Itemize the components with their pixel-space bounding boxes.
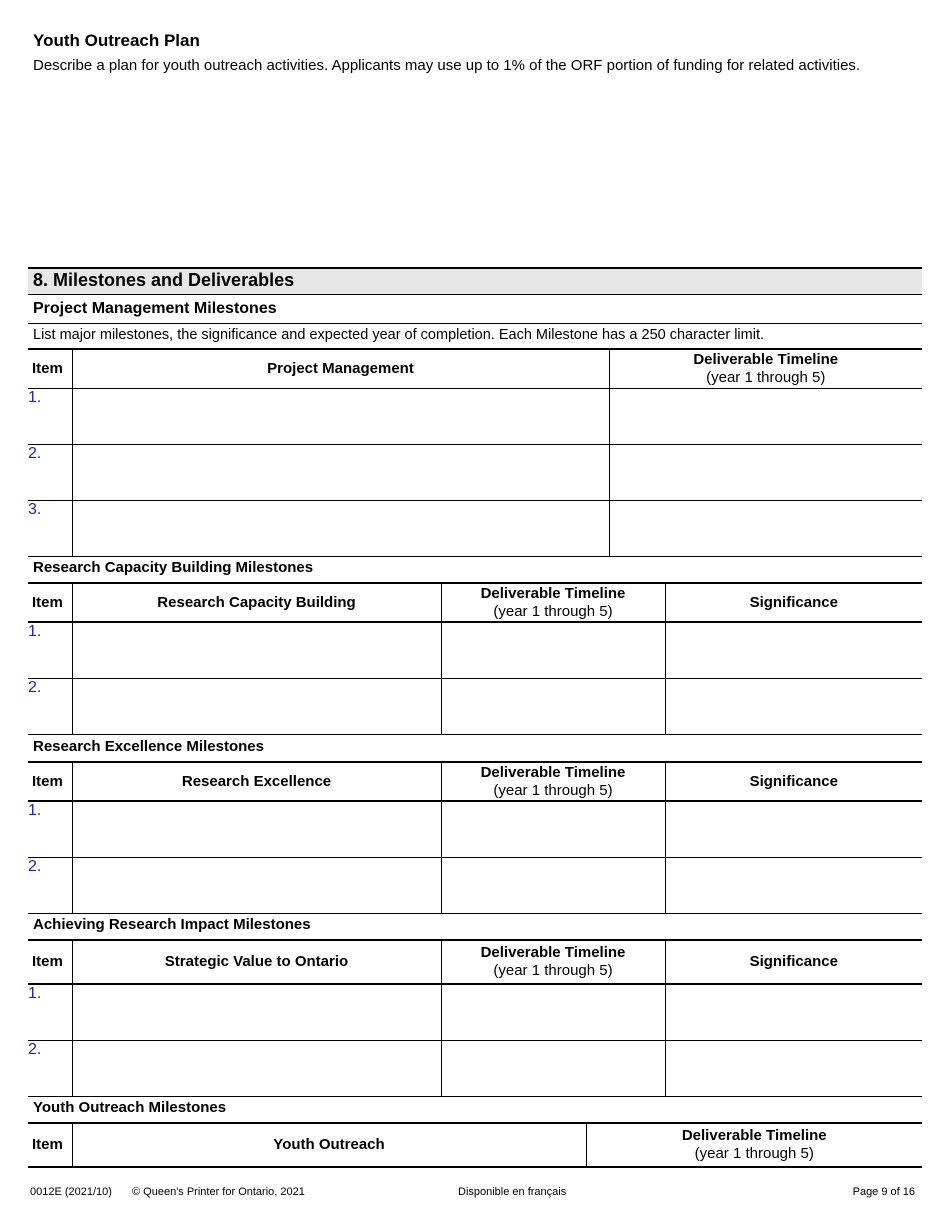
table-row: [28, 984, 922, 1040]
item-number: 1.: [28, 984, 72, 1040]
project-management-table: [28, 348, 922, 557]
section-title: 8. Milestones and Deliverables: [33, 270, 295, 290]
significance-field[interactable]: [665, 622, 922, 678]
youth-outreach-plan-heading: Youth Outreach Plan: [33, 31, 200, 50]
youth-outreach-column-header: Youth Outreach: [72, 1123, 586, 1167]
deliverable-timeline-field[interactable]: [441, 678, 665, 734]
copyright: © Queen's Printer for Ontario, 2021: [132, 1186, 305, 1198]
item-number: 1.: [28, 388, 72, 444]
strategic-value-field[interactable]: [72, 984, 441, 1040]
milestones-instructions: List major milestones, the significance and expected year of completion. Each Milestone has a 250 character limit.: [33, 327, 765, 343]
significance-field[interactable]: [665, 984, 922, 1040]
deliverable-timeline-field[interactable]: [441, 1040, 665, 1096]
table-row: [28, 388, 922, 444]
item-column-header: Item: [28, 349, 72, 388]
deliverable-timeline-field[interactable]: [609, 388, 922, 444]
deliverable-timeline-column-header: Deliverable Timeline (year 1 through 5): [586, 1123, 922, 1167]
table-row: [28, 857, 922, 913]
research-impact-milestones-heading: Achieving Research Impact Milestones: [33, 916, 311, 933]
research-excellence-milestones-heading: Research Excellence Milestones: [33, 738, 264, 755]
deliverable-timeline-field[interactable]: [609, 444, 922, 500]
strategic-value-column-header: Strategic Value to Ontario: [72, 940, 441, 984]
table-row: [28, 500, 922, 556]
significance-field[interactable]: [665, 801, 922, 857]
project-management-milestones-heading: Project Management Milestones: [33, 300, 277, 317]
item-number: 2.: [28, 444, 72, 500]
table-row: [28, 1040, 922, 1096]
significance-field[interactable]: [665, 1040, 922, 1096]
youth-outreach-plan-description: Describe a plan for youth outreach activities. Applicants may use up to 1% of the ORF portion of funding for related activities.: [33, 57, 861, 74]
divider: [28, 323, 922, 324]
table-row: [28, 678, 922, 734]
research-excellence-field[interactable]: [72, 801, 441, 857]
item-column-header: Item: [28, 940, 72, 984]
item-number: 2.: [28, 1040, 72, 1096]
item-number: 3.: [28, 500, 72, 556]
project-management-field[interactable]: [72, 388, 609, 444]
form-code: 0012E (2021/10): [30, 1186, 112, 1198]
item-number: 1.: [28, 622, 72, 678]
research-capacity-milestones-heading: Research Capacity Building Milestones: [33, 559, 314, 576]
significance-column-header: Significance: [665, 583, 922, 622]
table-row: [28, 801, 922, 857]
project-management-field[interactable]: [72, 500, 609, 556]
deliverable-timeline-field[interactable]: [609, 500, 922, 556]
significance-column-header: Significance: [665, 940, 922, 984]
french-availability-link: Disponible en français: [458, 1186, 567, 1198]
deliverable-timeline-field[interactable]: [441, 622, 665, 678]
deliverable-timeline-field[interactable]: [441, 801, 665, 857]
research-capacity-field[interactable]: [72, 622, 441, 678]
page-number: Page 9 of 16: [852, 1186, 915, 1198]
youth-outreach-milestones-heading: Youth Outreach Milestones: [33, 1099, 227, 1116]
significance-field[interactable]: [665, 857, 922, 913]
youth-outreach-table: [28, 1122, 922, 1168]
research-capacity-column-header: Research Capacity Building: [72, 583, 441, 622]
deliverable-timeline-column-header: Deliverable Timeline (year 1 through 5): [441, 762, 665, 801]
table-row: [28, 444, 922, 500]
research-capacity-table: [28, 582, 922, 735]
item-column-header: Item: [28, 1123, 72, 1167]
project-management-column-header: Project Management: [72, 349, 609, 388]
table-row: [28, 622, 922, 678]
significance-field[interactable]: [665, 678, 922, 734]
research-impact-table: [28, 939, 922, 1097]
item-number: 2.: [28, 678, 72, 734]
strategic-value-field[interactable]: [72, 1040, 441, 1096]
deliverable-timeline-column-header: Deliverable Timeline (year 1 through 5): [441, 583, 665, 622]
research-excellence-column-header: Research Excellence: [72, 762, 441, 801]
deliverable-timeline-field[interactable]: [441, 857, 665, 913]
research-capacity-field[interactable]: [72, 678, 441, 734]
project-management-field[interactable]: [72, 444, 609, 500]
deliverable-timeline-field[interactable]: [441, 984, 665, 1040]
item-number: 2.: [28, 857, 72, 913]
item-number: 1.: [28, 801, 72, 857]
deliverable-timeline-column-header: Deliverable Timeline (year 1 through 5): [609, 349, 922, 388]
item-column-header: Item: [28, 583, 72, 622]
research-excellence-field[interactable]: [72, 857, 441, 913]
significance-column-header: Significance: [665, 762, 922, 801]
item-column-header: Item: [28, 762, 72, 801]
research-excellence-table: [28, 761, 922, 914]
deliverable-timeline-column-header: Deliverable Timeline (year 1 through 5): [441, 940, 665, 984]
